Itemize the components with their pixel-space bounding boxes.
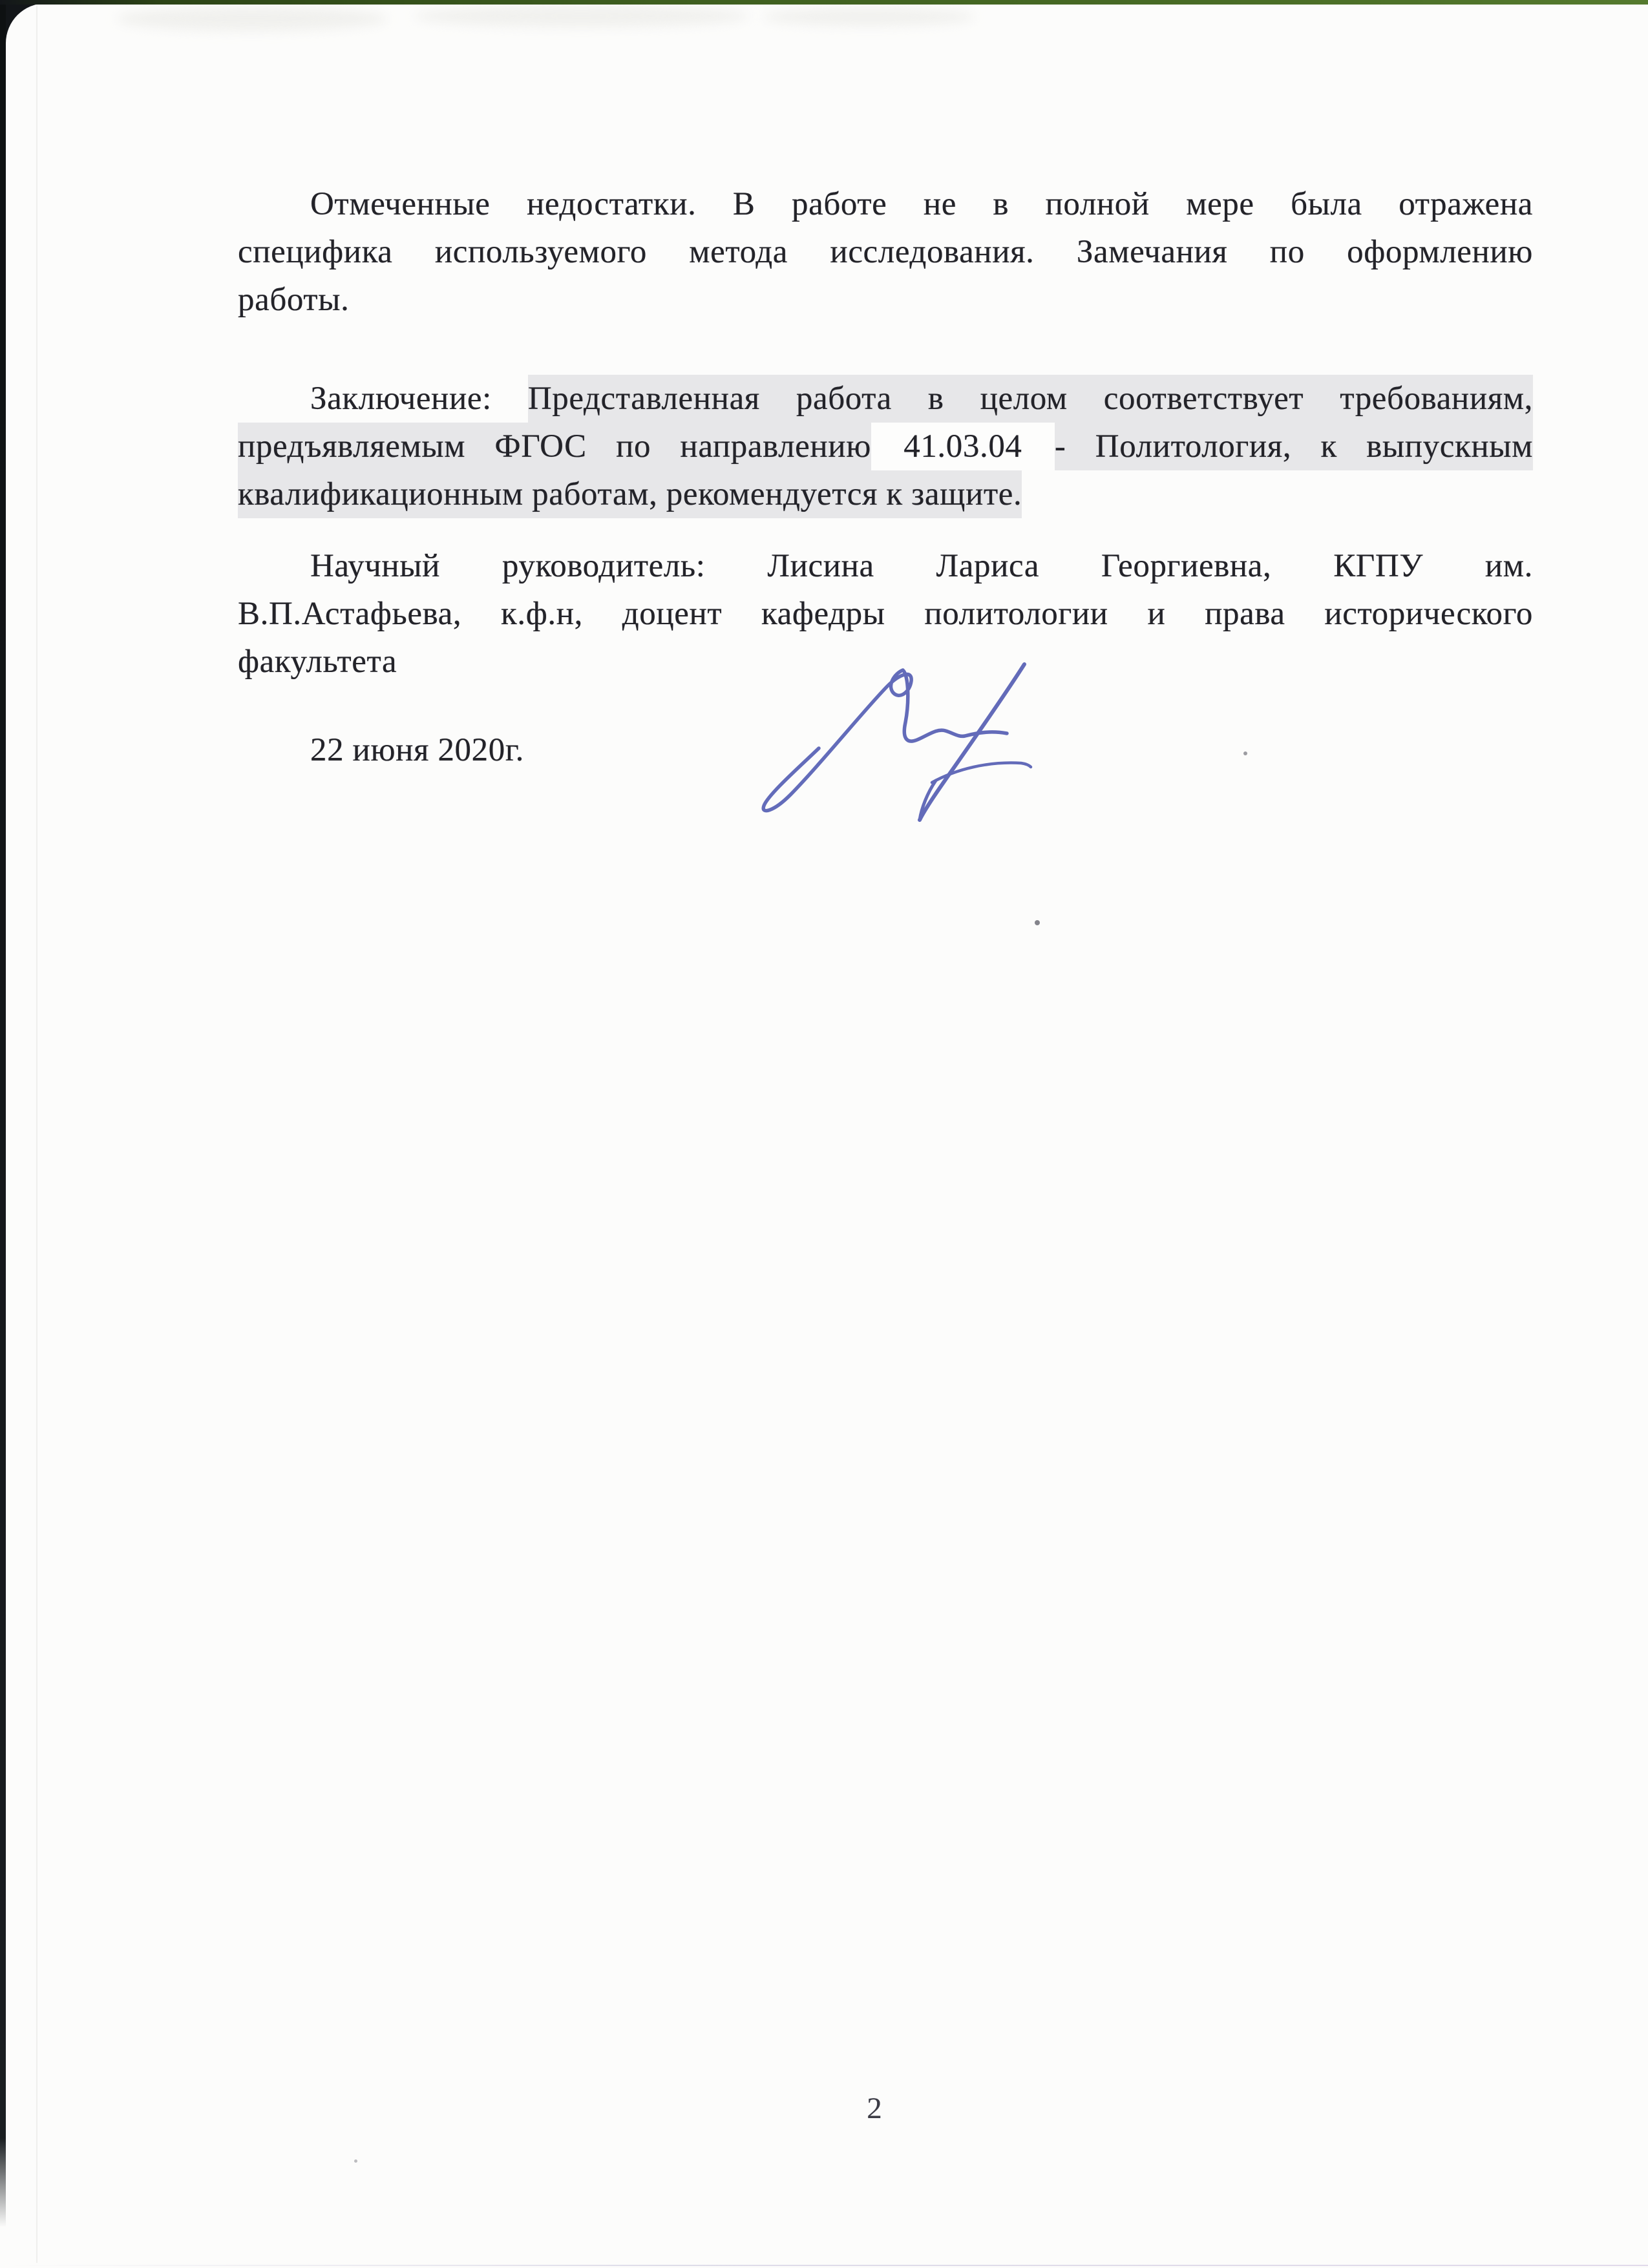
paragraph1-line1: Отмеченные недостатки. В работе не в полной мере была отражена [310, 186, 1533, 222]
highlighted-text: предъявляемым ФГОС по направлению [238, 423, 871, 470]
scan-edge-left [0, 0, 6, 2227]
highlighted-text: - Политология, к выпускным [1055, 423, 1533, 470]
scan-edge-top [0, 0, 1648, 5]
scan-smudge [414, 5, 750, 27]
highlighted-text: квалификационным работам, рекомендуется к защите. [238, 470, 1022, 518]
signature-ink [730, 638, 1066, 884]
scan-scratch-line [36, 5, 37, 2263]
scan-smudge [116, 6, 388, 31]
page-number: 2 [867, 2092, 882, 2125]
highlighted-text: Представленная работа в целом соответствует требованиям, [528, 375, 1533, 423]
scan-smudge [763, 8, 976, 26]
dust-speck [1035, 920, 1040, 925]
paragraph1-line2: специфика используемого метода исследования. Замечания по оформлению [238, 234, 1533, 270]
paragraph2-line3 [238, 470, 1533, 518]
dust-speck [354, 2159, 357, 2163]
conclusion-label: Заключение: [310, 381, 528, 417]
scan-edge-bottom [0, 2265, 1648, 2266]
direction-code: 41.03.04 [871, 423, 1055, 470]
paragraph2-line1 [238, 375, 1533, 423]
paragraph3-line3: факультета [238, 644, 397, 680]
paragraph3-line2: В.П.Астафьева, к.ф.н, доцент кафедры политологии и права исторического [238, 596, 1533, 632]
scanned-page [6, 3, 1648, 2268]
paragraph3-line1: Научный руководитель: Лисина Лариса Георгиевна, КГПУ им. [310, 548, 1533, 584]
date-line: 22 июня 2020г. [310, 732, 524, 768]
paragraph2-line2 [238, 423, 1533, 470]
paragraph1-line3: работы. [238, 282, 350, 318]
